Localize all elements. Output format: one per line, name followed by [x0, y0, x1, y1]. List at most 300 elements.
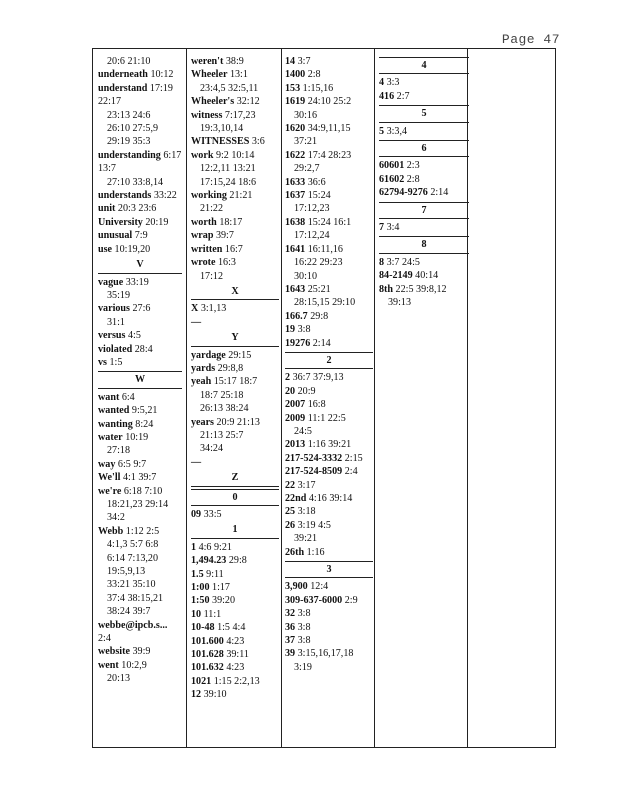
index-entry: [191, 68, 279, 95]
section-header: V: [98, 258, 182, 273]
index-term: 1: [191, 541, 197, 553]
index-term: 1633: [285, 176, 306, 188]
page-line-ref: 4:23: [223, 635, 245, 647]
index-term: 1619: [285, 96, 306, 108]
column-divider: [281, 49, 282, 747]
page-line-ref: 33:19: [123, 276, 149, 288]
index-entry: [285, 546, 373, 559]
page-line-ref: 3:19 4:5: [295, 519, 331, 531]
page-line-ref: 18:21,23 29:14: [107, 499, 169, 510]
index-entry: [191, 216, 279, 229]
page-line-ref: 30:10: [294, 270, 317, 282]
page-line-ref: 29:8,8: [215, 362, 244, 374]
index-entry: [98, 485, 182, 525]
section-header: 4: [379, 57, 469, 74]
index-entry: [285, 95, 373, 122]
index-entry: [285, 55, 373, 68]
section-header: 2: [285, 352, 373, 369]
index-entry: [379, 283, 469, 310]
index-term: yards: [191, 362, 216, 374]
page-line-ref: 39:20: [209, 595, 236, 607]
index-entry: [285, 82, 373, 95]
page-line-ref: 2:7: [394, 90, 410, 102]
index-entry: [191, 568, 279, 581]
index-term: Wheeler's: [191, 96, 235, 108]
page-line-ref: 10:19: [122, 431, 149, 443]
index-entry: [98, 525, 182, 619]
page-line-ref: 29:8: [307, 310, 329, 322]
column-divider: [374, 49, 375, 747]
index-entry: [191, 554, 279, 567]
index-term: 1:50: [191, 595, 210, 607]
index-entry: [285, 621, 373, 634]
page-line-ref: 34:9,11,15: [305, 123, 351, 135]
page-line-ref: 25:21: [305, 283, 331, 295]
page-line-ref: 2:4: [98, 633, 111, 645]
page-line-ref: 38:24 39:7: [107, 606, 151, 618]
index-entry: [191, 316, 279, 329]
page-line-ref: 10:19,20: [112, 243, 151, 255]
index-term: unusual: [98, 230, 133, 242]
index-term: working: [191, 190, 227, 202]
index-term: 14: [285, 56, 296, 67]
index-entry: [191, 675, 279, 688]
index-entry: [191, 375, 279, 415]
index-term: work: [191, 149, 214, 161]
index-entry: [98, 343, 182, 356]
page-line-ref: 30:16: [294, 109, 317, 121]
page-line-ref: 3:18: [295, 506, 316, 518]
index-entry: [285, 122, 373, 149]
index-entry: [98, 55, 182, 68]
page-line-ref: 39:7: [213, 230, 234, 242]
index-term: 1620: [285, 123, 306, 135]
index-entry: [285, 465, 373, 478]
page-line-ref: 9:11: [203, 568, 224, 580]
page-line-ref: 37:4 38:15,21: [107, 592, 164, 604]
index-term: 2007: [285, 399, 306, 411]
index-term: went: [98, 659, 119, 671]
index-entry: [98, 202, 182, 215]
index-term: way: [98, 458, 116, 470]
index-term: wrote: [191, 257, 216, 269]
index-column-1: [98, 55, 182, 686]
index-term: witness: [191, 109, 223, 121]
index-term: 19: [285, 324, 296, 336]
index-term: 10-48: [191, 622, 215, 634]
index-entry: [285, 310, 373, 323]
index-term: 153: [285, 82, 301, 94]
index-entry: [191, 688, 279, 701]
page-line-ref: 3:7: [295, 56, 311, 67]
index-entry: [98, 619, 182, 646]
page-line-ref: 37:21: [294, 136, 317, 148]
index-term: 5: [379, 125, 385, 137]
index-entry: [285, 398, 373, 411]
index-entry: [285, 519, 373, 546]
page-line-ref: 17:19 22:17: [98, 82, 173, 108]
section-header: W: [98, 371, 182, 388]
index-term: 1.5: [191, 568, 204, 580]
index-entry: [379, 173, 469, 186]
page-line-ref: 3:8: [295, 635, 311, 647]
index-entry: [191, 349, 279, 362]
section-header: X: [191, 285, 279, 300]
page-line-ref: 4:23: [223, 662, 245, 674]
page-line-ref: 3:7 24:5: [384, 256, 420, 268]
index-term: use: [98, 243, 113, 255]
index-term: 1400: [285, 69, 306, 81]
index-term: 1641: [285, 243, 306, 255]
page-line-ref: 4:5: [125, 330, 141, 342]
index-term: 3,900: [285, 581, 308, 593]
page-line-ref: 3:3,4: [384, 125, 408, 137]
index-term: 39: [285, 648, 296, 660]
page-line-ref: 2:3: [404, 160, 420, 172]
index-entry: [285, 176, 373, 189]
index-term: 2: [285, 372, 291, 384]
section-header: 5: [379, 105, 469, 122]
page-line-ref: 28:4: [132, 343, 153, 355]
page-line-ref: 1:16 39:21: [305, 439, 352, 451]
index-entry: [98, 645, 182, 658]
page-line-ref: 34:24: [200, 443, 223, 455]
page-line-ref: 2:9: [342, 594, 358, 606]
page-line-ref: 15:17 18:7: [211, 376, 258, 388]
index-entry: [191, 95, 279, 108]
page-line-ref: 2:8: [305, 69, 321, 81]
page-line-ref: 20:9: [295, 385, 316, 397]
page-line-ref: 15:24: [305, 190, 331, 202]
index-entry: [191, 508, 279, 521]
page-line-ref: 23:4,5 32:5,11: [200, 82, 259, 94]
index-entry: [98, 404, 182, 417]
index-entry: [285, 371, 373, 384]
index-entry: [98, 471, 182, 484]
index-term: wanted: [98, 405, 130, 417]
page-line-ref: 16:8: [305, 399, 326, 411]
index-entry: [285, 634, 373, 647]
page-line-ref: 15:24 16:1: [305, 216, 352, 228]
index-term: unit: [98, 203, 116, 215]
index-entry: [285, 412, 373, 439]
page-line-ref: 9:5,21: [129, 405, 158, 417]
index-entry: [191, 594, 279, 607]
index-entry: [98, 391, 182, 404]
index-term: understanding: [98, 149, 161, 161]
index-term: 8: [379, 256, 385, 268]
page-line-ref: 17:12,24: [294, 230, 330, 242]
index-term: WITNESSES: [191, 136, 250, 148]
index-entry: [285, 607, 373, 620]
index-term: 217-524-8509: [285, 466, 343, 478]
page-line-ref: 38:9: [223, 56, 244, 67]
index-term: Webb: [98, 525, 124, 537]
page-line-ref: 24:5: [294, 425, 312, 437]
page-line-ref: 39:9: [129, 646, 151, 658]
index-column-3: [285, 55, 373, 674]
index-term: 166.7: [285, 310, 308, 322]
index-term: 62794-9276: [379, 187, 428, 199]
page-line-ref: 32:12: [234, 96, 260, 108]
index-term: 12: [191, 689, 202, 701]
index-term: 20: [285, 385, 296, 397]
index-entry: [191, 302, 279, 315]
index-entry: [285, 189, 373, 216]
index-entry: [191, 362, 279, 375]
index-term: University: [98, 216, 143, 228]
index-term: —: [191, 316, 202, 328]
index-entry: [98, 189, 182, 202]
index-term: vague: [98, 276, 124, 288]
index-entry: [191, 416, 279, 456]
index-term: versus: [98, 330, 126, 342]
index-term: various: [98, 303, 130, 315]
page-line-ref: 21:21: [226, 190, 253, 202]
index-entry: [379, 269, 469, 282]
index-entry: [98, 243, 182, 256]
page-line-ref: 16:7: [222, 243, 243, 255]
index-term: 1622: [285, 149, 306, 161]
page-line-ref: 4:16 39:14: [306, 493, 353, 504]
page-line-ref: 17:15,24 18:6: [200, 176, 257, 188]
page-line-ref: 13:1: [227, 69, 248, 81]
page-line-ref: 33:21 35:10: [107, 579, 156, 591]
index-entry: [191, 456, 279, 469]
index-term: 101.628: [191, 649, 224, 661]
index-entry: [285, 479, 373, 492]
page-line-ref: 23:13 24:6: [107, 109, 151, 121]
page-line-ref: 39:13: [388, 297, 411, 309]
index-term: 26: [285, 519, 296, 531]
index-entry: [285, 149, 373, 176]
index-term: 1:00: [191, 582, 210, 594]
page-line-ref: 20:6 21:10: [107, 56, 151, 67]
page-line-ref: 18:17: [216, 216, 243, 228]
index-term: understand: [98, 82, 148, 94]
page-line-ref: 39:11: [223, 649, 249, 661]
index-entry: [191, 541, 279, 554]
page-line-ref: 2:14: [310, 337, 331, 349]
index-entry: [98, 82, 182, 149]
index-entry: [191, 109, 279, 136]
page-line-ref: 31:1: [107, 316, 125, 328]
index-term: website: [98, 646, 130, 658]
page-line-ref: 36:7 37:9,13: [290, 372, 344, 384]
index-term: yeah: [191, 376, 212, 388]
index-term: yardage: [191, 349, 226, 361]
page-line-ref: 17:12,23: [294, 203, 330, 215]
page-line-ref: 17:4 28:23: [305, 149, 352, 161]
page-line-ref: 6:5 9:7: [115, 458, 147, 470]
index-term: 22nd: [285, 493, 307, 504]
page-line-ref: 4:6 9:21: [196, 541, 232, 553]
section-header: Y: [191, 331, 279, 346]
page-line-ref: 1:5 4:4: [214, 622, 246, 634]
page-line-ref: 34:2: [107, 512, 125, 524]
index-entry: [191, 608, 279, 621]
page-line-ref: 3:17: [295, 479, 316, 491]
page-line-ref: 6:18 7:10: [121, 485, 163, 497]
index-entry: [191, 648, 279, 661]
page-line-ref: 11:1 22:5: [305, 412, 346, 424]
page-line-ref: 2:14: [427, 187, 449, 199]
index-term: 32: [285, 608, 296, 620]
page-line-ref: 2:15: [342, 452, 363, 464]
section-header: 1: [191, 523, 279, 538]
index-entry: [191, 135, 279, 148]
page-line-ref: 21:13 25:7: [200, 429, 244, 441]
page-line-ref: 4:1 39:7: [120, 472, 157, 484]
index-entry: [98, 216, 182, 229]
index-entry: [98, 149, 182, 189]
page-line-ref: 19:5,9,13: [107, 566, 146, 578]
page-line-ref: 22:5 39:8,12: [393, 283, 447, 295]
index-entry: [98, 302, 182, 329]
page-line-ref: 3:4: [384, 222, 400, 234]
page-line-ref: 3:8: [295, 608, 311, 620]
page-line-ref: 3:19: [294, 661, 312, 673]
page-line-ref: 8:24: [132, 418, 154, 430]
index-term: 1643: [285, 283, 306, 295]
index-entry: [285, 647, 373, 674]
page-line-ref: 1:15 2:2,13: [211, 675, 260, 687]
index-entry: [379, 159, 469, 172]
page-line-ref: 3:6: [249, 136, 265, 148]
index-entry: [98, 659, 182, 686]
index-term: webbe@ipcb.s...: [98, 619, 168, 631]
page-line-ref: 11:1: [201, 608, 222, 620]
index-entry: [98, 458, 182, 471]
index-entry: [191, 635, 279, 648]
index-term: wanting: [98, 418, 133, 430]
page-line-ref: 2:4: [342, 466, 358, 478]
index-entry: [285, 580, 373, 593]
page-line-ref: 6:14 7:13,20: [107, 552, 159, 564]
page-line-ref: 1:12 2:5: [123, 525, 160, 537]
index-term: 37: [285, 635, 296, 647]
index-entry: [98, 229, 182, 242]
page-line-ref: 3:8: [295, 324, 311, 336]
page-line-ref: 29:2,7: [294, 163, 320, 175]
page-line-ref: 20:13: [107, 673, 130, 685]
index-entry: [191, 661, 279, 674]
index-term: water: [98, 431, 123, 443]
index-term: 36: [285, 621, 296, 633]
page-line-ref: 3:1,13: [198, 303, 227, 315]
page-line-ref: 39:21: [294, 533, 317, 545]
page-line-ref: 26:13 38:24: [200, 403, 249, 415]
index-entry: [98, 356, 182, 369]
index-entry: [285, 283, 373, 310]
index-entry: [191, 229, 279, 242]
page-line-ref: 20:9 21:13: [213, 416, 260, 428]
page-line-ref: 33:5: [201, 509, 222, 520]
index-term: 7: [379, 222, 385, 234]
index-term: 09: [191, 509, 202, 520]
page-line-ref: 29:19 35:3: [107, 136, 151, 148]
index-entry: [191, 55, 279, 68]
page-line-ref: 1:16: [304, 546, 325, 558]
index-term: We'll: [98, 472, 121, 484]
index-entry: [285, 594, 373, 607]
index-column-2: [191, 55, 279, 702]
index-term: 1637: [285, 190, 306, 202]
index-term: 10: [191, 608, 202, 620]
index-entry: [285, 438, 373, 451]
page-line-ref: 16:22 29:23: [294, 257, 343, 269]
page-line-ref: 6:17 13:7: [98, 149, 182, 175]
index-entry: [285, 243, 373, 283]
index-entry: [285, 68, 373, 81]
page-line-ref: 17:12: [200, 270, 223, 282]
index-term: written: [191, 243, 223, 255]
page-line-ref: 10:2,9: [118, 659, 147, 671]
page-line-ref: 2:8: [404, 173, 420, 185]
index-term: wrap: [191, 230, 214, 242]
page-line-ref: 3:3: [384, 77, 400, 89]
index-term: 1021: [191, 675, 212, 687]
index-term: 1,494.23: [191, 555, 227, 567]
page-line-ref: 33:22: [151, 190, 177, 202]
index-term: 19276: [285, 337, 311, 349]
index-entry: [285, 452, 373, 465]
page-line-ref: 4:1,3 5:7 6:8: [107, 539, 159, 551]
index-term: understands: [98, 190, 152, 202]
index-term: 1638: [285, 216, 306, 228]
index-term: 4: [379, 77, 385, 89]
page-line-ref: 9:2 10:14: [213, 149, 255, 161]
section-header: 6: [379, 140, 469, 157]
index-term: 416: [379, 90, 395, 102]
index-term: 26th: [285, 546, 305, 558]
page-line-ref: 27:6: [129, 303, 151, 315]
index-entry: [98, 418, 182, 431]
page-line-ref: 29:8: [226, 555, 247, 567]
page-line-ref: 18:7 25:18: [200, 389, 244, 401]
page-line-ref: 19:3,10,14: [200, 123, 244, 135]
index-entry: [285, 505, 373, 518]
index-term: Wheeler: [191, 69, 228, 81]
page-line-ref: 10:12: [147, 69, 174, 81]
index-term: years: [191, 416, 214, 428]
page-line-ref: 29:15: [225, 349, 252, 361]
index-term: —: [191, 456, 202, 468]
index-term: 101.600: [191, 635, 224, 647]
page-line-ref: 3:8: [295, 621, 311, 633]
index-term: 2009: [285, 412, 306, 424]
index-entry: [379, 256, 469, 269]
page-line-ref: 26:10 27:5,9: [107, 123, 159, 135]
index-term: worth: [191, 216, 217, 228]
index-term: underneath: [98, 69, 148, 81]
column-divider: [186, 49, 187, 747]
page-line-ref: 27:18: [107, 445, 130, 457]
index-entry: [191, 243, 279, 256]
index-entry: [98, 276, 182, 303]
page-line-ref: 24:10 25:2: [305, 96, 352, 108]
page-line-ref: 16:11,16: [305, 243, 343, 255]
index-entry: [98, 431, 182, 458]
index-term: 25: [285, 506, 296, 518]
page-line-ref: 3:15,16,17,18: [295, 648, 354, 660]
page-line-ref: 6:4: [119, 391, 135, 403]
section-header: 7: [379, 202, 469, 219]
index-term: 309-637-6000: [285, 594, 343, 606]
page-line-ref: 12:4: [307, 581, 329, 593]
index-entry: [379, 90, 469, 103]
page-line-ref: 7:17,23: [222, 109, 256, 121]
